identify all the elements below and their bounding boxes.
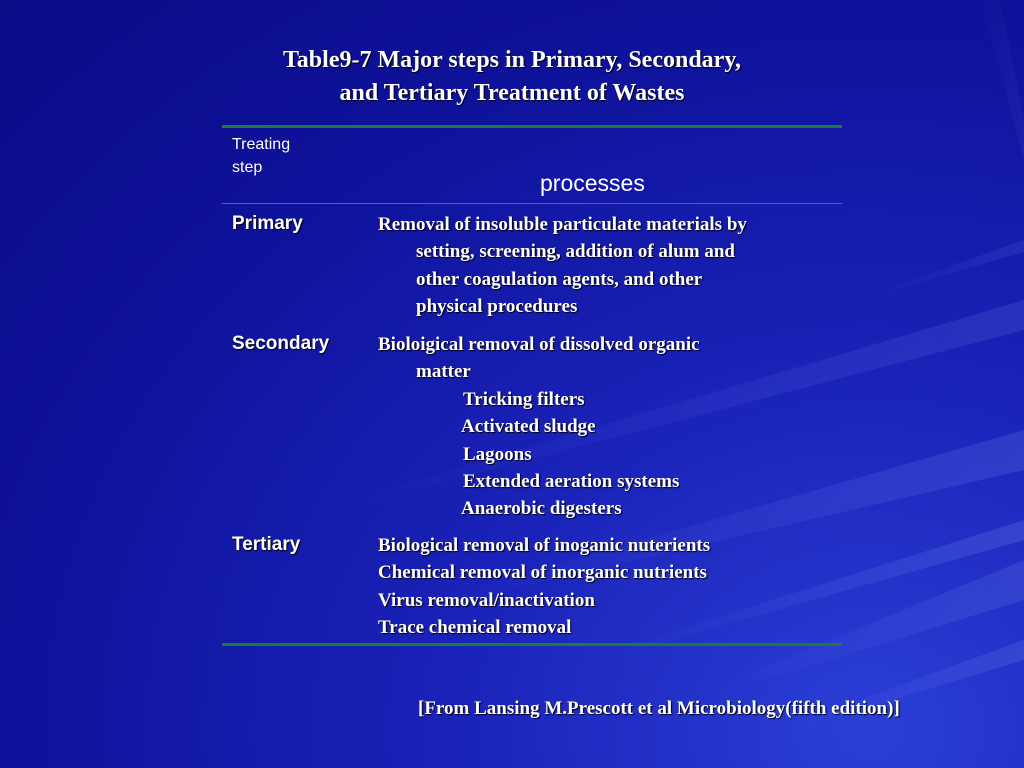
header-treating-step [232,133,322,179]
slide-title [0,44,1024,110]
primary-process-line: Removal of insoluble particulate materials by [378,214,747,235]
secondary-process-subitem: Anaerobic digesters [461,498,622,520]
table-top-rule [222,125,842,128]
secondary-process-subitem: Tricking filters [463,388,585,410]
primary-process-line: setting, screening, addition of alum and [416,241,735,263]
row-step-tertiary: Tertiary [232,534,301,555]
header-processes: processes [540,170,645,196]
header-step-line-2: step [232,159,263,176]
tertiary-process-line: Trace chemical removal [378,617,572,639]
row-step-secondary: Secondary [232,333,330,354]
secondary-process-subitem: Activated sludge [461,416,596,438]
table-bottom-rule [222,643,842,646]
source-citation: [From Lansing M.Prescott et al Microbiology(fifth edition)] [418,698,900,719]
secondary-process-line: matter [416,361,471,383]
secondary-process-line: Bioloigical removal of dissolved organic [378,334,700,355]
table-header-rule [222,203,842,204]
row-step-primary: Primary [232,213,303,234]
header-step-line-1: Treating [232,136,291,153]
tertiary-process-line: Virus removal/inactivation [378,589,595,611]
secondary-process-subitem: Lagoons [463,443,532,465]
primary-process-line: other coagulation agents, and other [416,268,703,290]
tertiary-process-line: Biological removal of inoganic nuterients [378,535,711,556]
tertiary-process-line: Chemical removal of inorganic nutrients [378,562,707,584]
title-line-2: and Tertiary Treatment of Wastes [339,80,685,106]
primary-process-line: physical procedures [416,296,578,318]
secondary-process-subitem: Extended aeration systems [463,471,680,492]
title-line-1: Table9-7 Major steps in Primary, Secondary, [283,47,741,73]
